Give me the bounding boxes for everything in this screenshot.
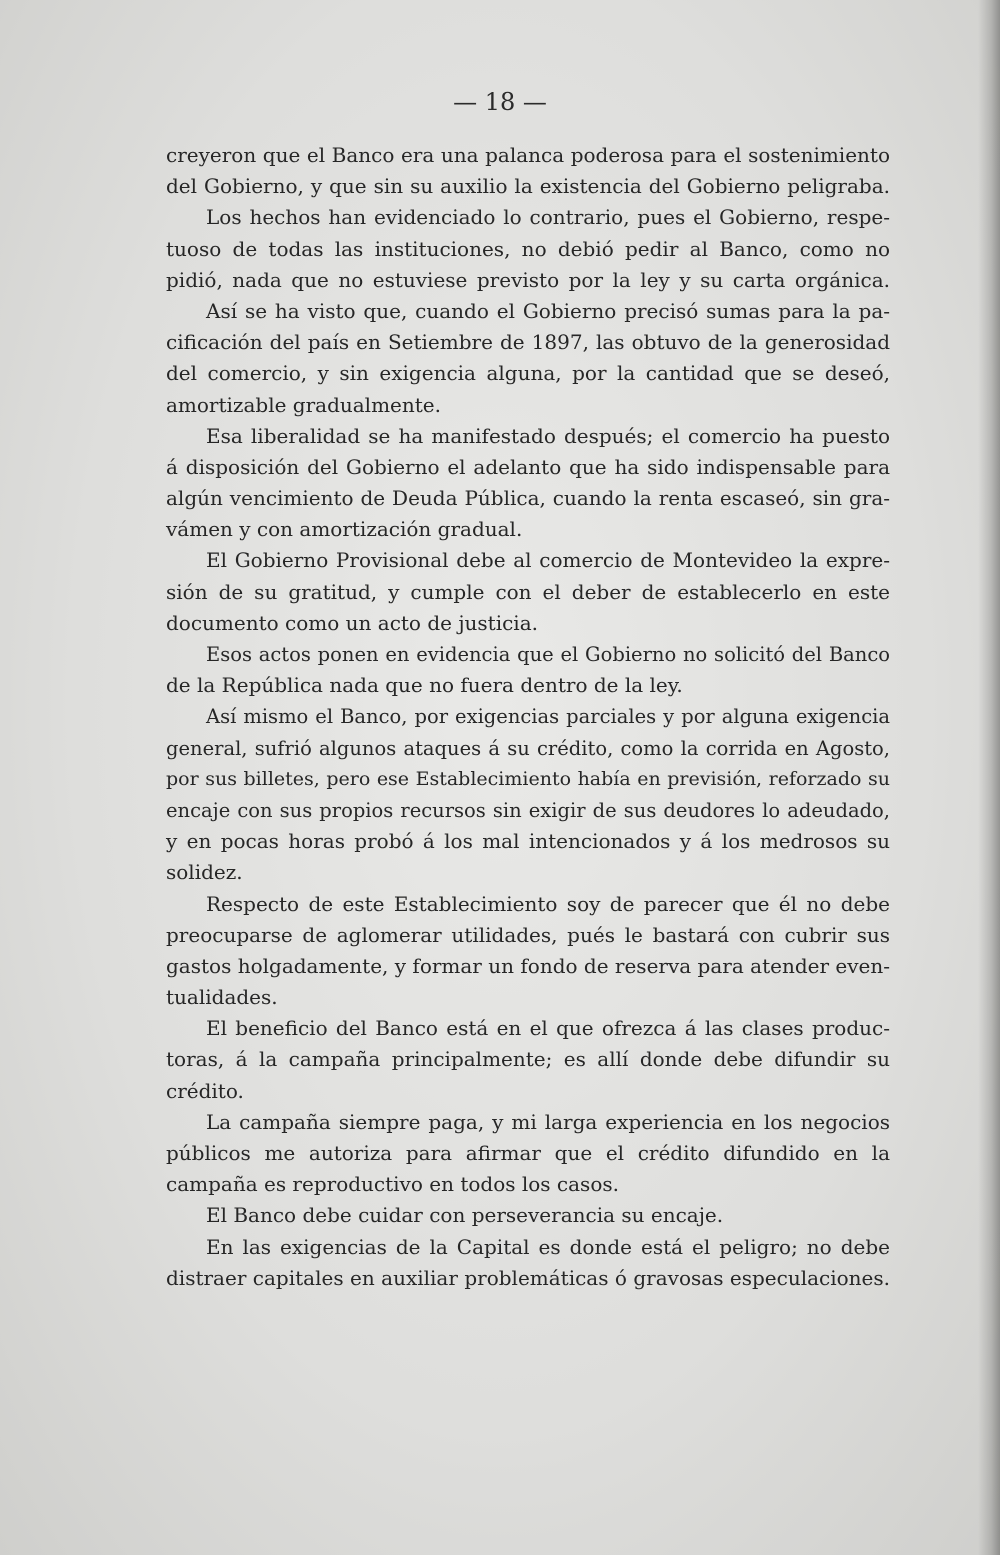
text-line: tuoso de todas las instituciones, no debió pedir al Banco, como no (166, 236, 890, 261)
text-line: solidez. (166, 860, 243, 885)
text-line: documento como un acto de justicia. (166, 610, 538, 635)
text-line: algún vencimiento de Deuda Pública, cuando la renta escaseó, sin gra- (166, 486, 890, 511)
text-line: vámen y con amortización gradual. (166, 517, 523, 542)
text-line: En las exigencias de la Capital es donde está el peligro; no debe (206, 1234, 890, 1259)
text-line: Así mismo el Banco, por exigencias parciales y por alguna exigencia (206, 705, 890, 729)
text-line: tualidades. (166, 985, 278, 1010)
text-line: Esa liberalidad se ha manifestado después; el comercio ha puesto (206, 423, 890, 448)
text-line: La campaña siempre paga, y mi larga experiencia en los negocios (206, 1109, 890, 1134)
text-line: Los hechos han evidenciado lo contrario, pues el Gobierno, respe- (206, 205, 890, 230)
text-line: encaje con sus propios recursos sin exigir de sus deudores lo adeudado, (166, 798, 890, 822)
text-line: gastos holgadamente, y formar un fondo de reserva para atender even- (166, 953, 890, 978)
text-line: distraer capitales en auxiliar problemáticas ó gravosas especulaciones. (166, 1265, 890, 1290)
text-line: creyeron que el Banco era una palanca poderosa para el sostenimiento (166, 143, 890, 167)
text-line: á disposición del Gobierno el adelanto que ha sido indispensable para (166, 454, 890, 479)
text-line: por sus billetes, pero ese Establecimiento había en previsión, reforzado su (166, 767, 890, 790)
text-line: general, sufrió algunos ataques á su crédito, como la corrida en Agosto, (166, 736, 890, 760)
text-line: Así se ha visto que, cuando el Gobierno precisó sumas para la pa- (206, 298, 890, 323)
text-line: El beneficio del Banco está en el que ofrezca á las clases produc- (206, 1016, 890, 1041)
text-line: Esos actos ponen en evidencia que el Gobierno no solicitó del Banco (206, 643, 890, 666)
text-line: y en pocas horas probó á los mal intencionados y á los medrosos su (166, 829, 890, 854)
text-line: Respecto de este Establecimiento soy de parecer que él no debe (206, 891, 890, 916)
text-line: preocuparse de aglomerar utilidades, pués le bastará con cubrir sus (166, 922, 890, 947)
text-line: El Gobierno Provisional debe al comercio de Montevideo la expre- (206, 548, 890, 573)
body-text (166, 140, 890, 1294)
text-line: campaña es reproductivo en todos los casos. (166, 1172, 619, 1197)
text-line: El Banco debe cuidar con perseverancia su encaje. (206, 1203, 724, 1228)
text-line: de la República nada que no fuera dentro de la ley. (166, 673, 683, 698)
text-line: crédito. (166, 1078, 244, 1103)
page-number: — 18 — (453, 88, 547, 116)
text-line: pidió, nada que no estuviese previsto por la ley y su carta orgánica. (166, 267, 890, 292)
text-line: sión de su gratitud, y cumple con el deber de establecerlo en este (166, 579, 890, 604)
text-line: cificación del país en Setiembre de 1897, las obtuvo de la generosidad (166, 330, 890, 355)
text-line: toras, á la campaña principalmente; es allí donde debe difundir su (166, 1047, 890, 1072)
text-line: públicos me autoriza para afirmar que el crédito difundido en la (166, 1141, 890, 1165)
text-line: amortizable gradualmente. (166, 392, 441, 417)
text-line: del comercio, y sin exigencia alguna, por la cantidad que se deseó, (166, 361, 890, 386)
page-edge-shadow (978, 0, 1000, 1555)
text-line: del Gobierno, y que sin su auxilio la existencia del Gobierno peligraba. (166, 174, 890, 199)
